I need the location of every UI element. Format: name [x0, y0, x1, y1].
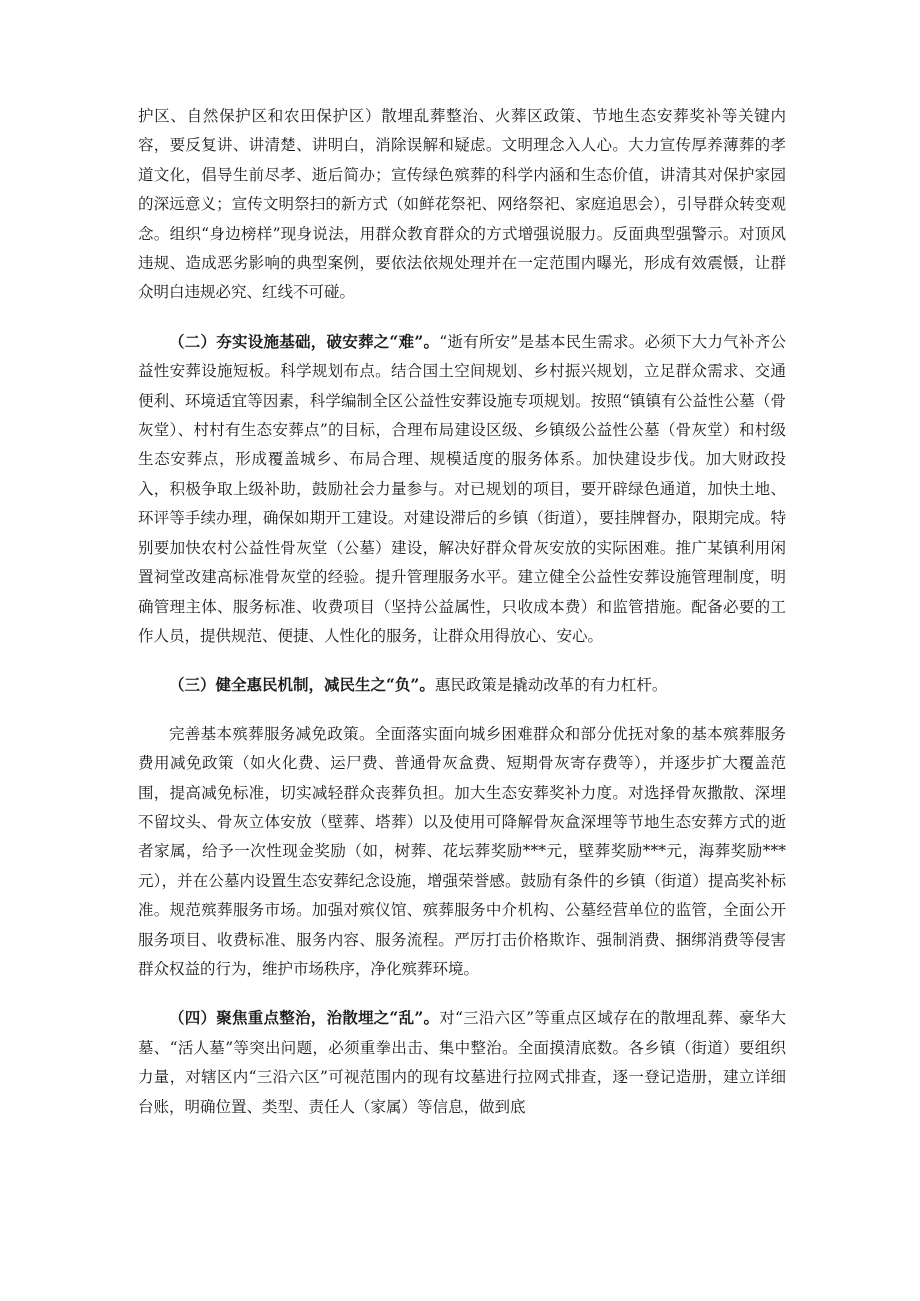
paragraph-section-3	[138, 670, 786, 700]
paragraph-text: 惠民政策是撬动改革的有力杠杆。	[434, 676, 668, 695]
section-heading-4: （四）聚焦重点整治，治散埋之“乱”。	[169, 1008, 440, 1028]
section-heading-2: （二）夯实设施基础，破安葬之“难”。	[169, 331, 440, 351]
paragraph-section-4	[138, 1003, 786, 1122]
document-page	[138, 102, 786, 1122]
paragraph-publicity	[138, 102, 786, 308]
paragraph-section-2	[138, 327, 786, 651]
paragraph-text: “逝有所安”是基本民生需求。必须下大力气补齐公益性安葬设施短板。科学规划布点。结合国土空间规划、乡村振兴规划，立足群众需求、交通便利、环境适宜等因素，科学编制全区公益性安葬设施专项规划。按照“镇镇有公益性公墓（骨灰堂）、村村有生态安葬点”的目标，合理布局建设区级、乡镇级公益性公墓（骨灰堂）和村级生态安葬点，形成覆盖城乡、布局合理、规模适度的服务体系。加快建设步伐。加大财政投入，积极争取上级补助，鼓励社会力量参与。对已规划的项目，要开辟绿色通道，加快土地、环评等手续办理，确保如期开工建设。对建设滞后的乡镇（街道），要挂牌督办，限期完成。特别要加快农村公益性骨灰堂（公墓）建设，解决好群众骨灰安放的实际困难。推广某镇利用闲置祠堂改建高标准骨灰堂的经验。提升管理服务水平。建立健全公益性安葬设施管理制度，明确管理主体、服务标准、收费项目（坚持公益属性，只收成本费）和监管措施。配备必要的工作人员，提供规范、便捷、人性化的服务，让群众用得放心、安心。	[138, 332, 786, 645]
paragraph-text: 对“三沿六区”等重点区域存在的散埋乱葬、豪华大墓、“活人墓”等突出问题，必须重拳出击、集中整治。全面摸清底数。各乡镇（街道）要组织力量，对辖区内“三沿六区”可视范围内的现有坟墓进行拉网式排查，逐一登记造册，建立详细台账，明确位置、类型、责任人（家属）等信息，做到底	[138, 1009, 786, 1116]
paragraph-text: 护区、自然保护区和农田保护区）散埋乱葬整治、火葬区政策、节地生态安葬奖补等关键内容，要反复讲、讲清楚、讲明白，消除误解和疑虑。文明理念入人心。大力宣传厚养薄葬的孝道文化，倡导生前尽孝、逝后简办；宣传绿色殡葬的科学内涵和生态价值，讲清其对保护家园的深远意义；宣传文明祭扫的新方式（如鲜花祭祀、网络祭祀、家庭追思会），引导群众转变观念。组织“身边榜样”现身说法，用群众教育群众的方式增强说服力。反面典型强警示。对顶风违规、造成恶劣影响的典型案例，要依法依规处理并在一定范围内曝光，形成有效震慑，让群众明白违规必究、红线不可碰。	[138, 107, 786, 302]
paragraph-text: 完善基本殡葬服务减免政策。全面落实面向城乡困难群众和部分优抚对象的基本殡葬服务费用减免政策（如火化费、运尸费、普通骨灰盒费、短期骨灰寄存费等），并逐步扩大覆盖范围，提高减免标准，切实减轻群众丧葬负担。加大生态安葬奖补力度。对选择骨灰撒散、深埋不留坟头、骨灰立体安放（壁葬、塔葬）以及使用可降解骨灰盒深埋等节地生态安葬方式的逝者家属，给予一次性现金奖励（如，树葬、花坛葬奖励***元，壁葬奖励***元，海葬奖励***元），并在公墓内设置生态安葬纪念设施，增强荣誉感。鼓励有条件的乡镇（街道）提高奖补标准。规范殡葬服务市场。加强对殡仪馆、殡葬服务中介机构、公墓经营单位的监管，全面公开服务项目、收费标准、服务内容、服务流程。严厉打击价格欺诈、强制消费、捆绑消费等侵害群众权益的行为，维护市场秩序，净化殡葬环境。	[138, 724, 786, 978]
section-heading-3: （三）健全惠民机制，减民生之“负”。	[169, 675, 435, 695]
paragraph-benefit-policy	[138, 720, 786, 985]
